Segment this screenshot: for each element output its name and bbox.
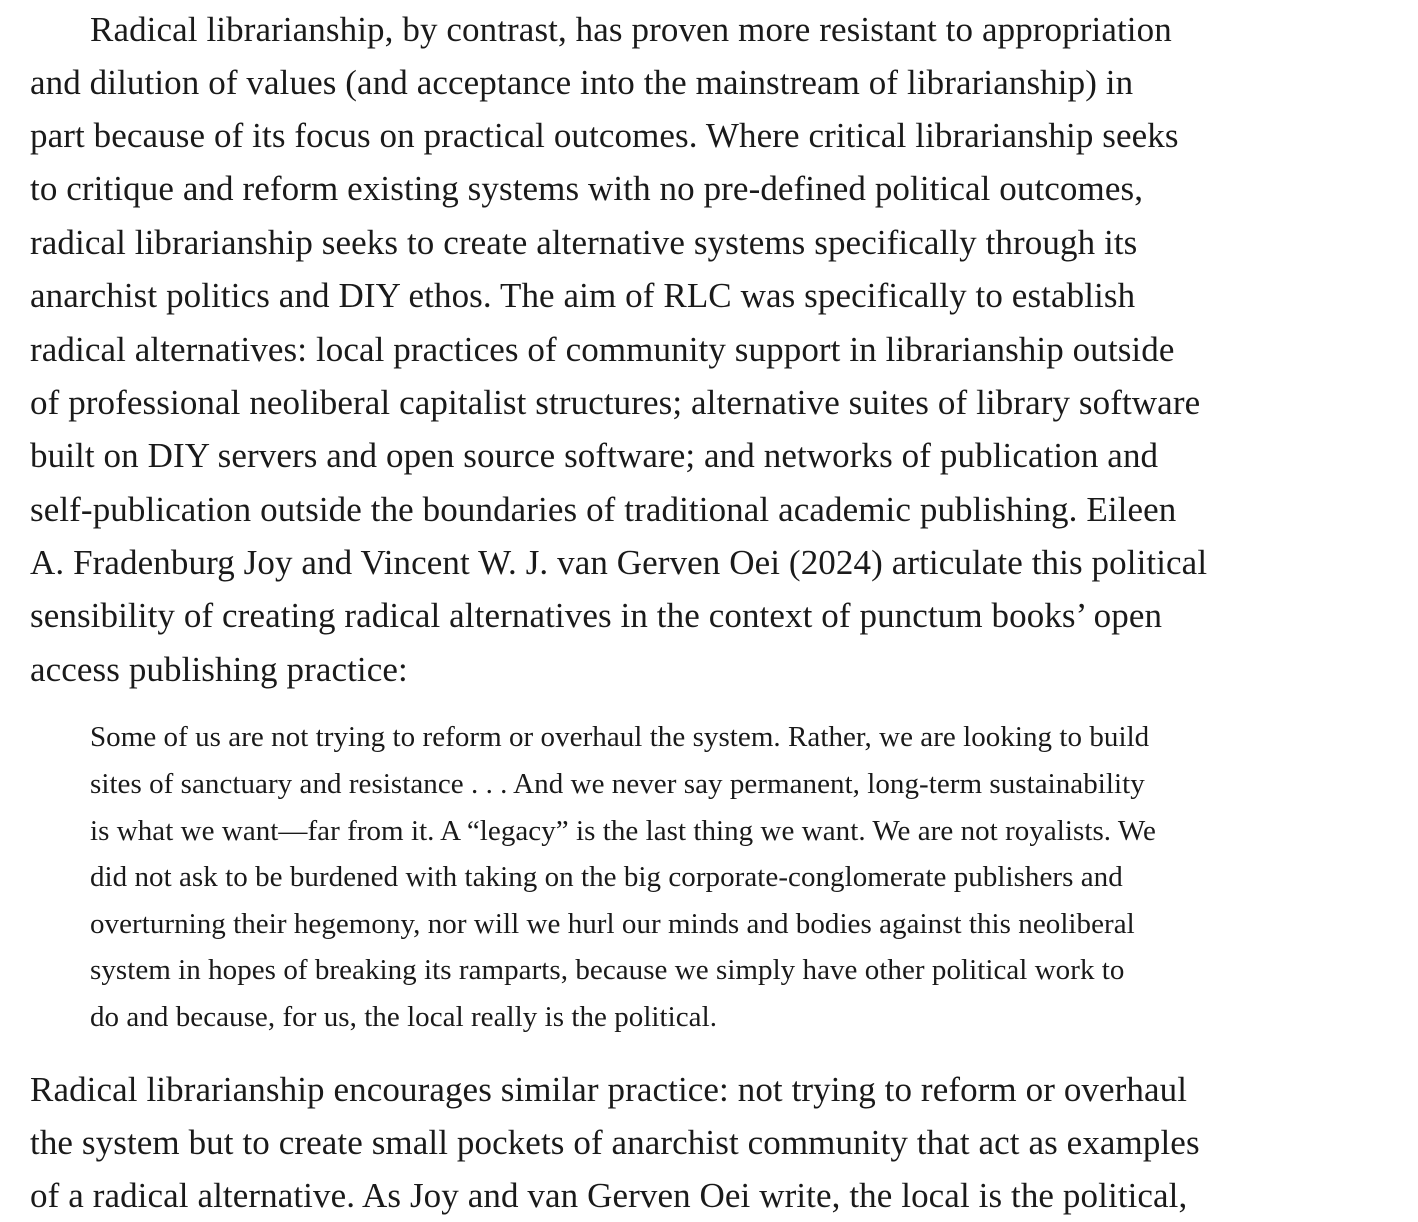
- paragraph-line: self-publication outside the boundaries of traditional academic publishing. Eileen: [30, 490, 1177, 529]
- quote-line: Some of us are not trying to reform or overhaul the system. Rather, we are looking to build: [90, 721, 1150, 753]
- paragraph-line: of professional neoliberal capitalist structures; alternative suites of library software: [30, 383, 1201, 422]
- paragraph-line: radical librarianship seeks to create alternative systems specifically through its: [30, 223, 1138, 262]
- quote-line: sites of sanctuary and resistance . . . And we never say permanent, long-term sustainability: [90, 768, 1145, 800]
- quote-line: do and because, for us, the local really is the political.: [90, 1001, 717, 1033]
- paragraph-line: Radical librarianship, by contrast, has proven more resistant to appropriation: [90, 10, 1172, 49]
- paragraph-line: access publishing practice:: [30, 650, 408, 689]
- paragraph-line: radical alternatives: local practices of community support in librarianship outside: [30, 330, 1175, 369]
- paragraph-line: sensibility of creating radical alternatives in the context of punctum books’ open: [30, 596, 1163, 635]
- paragraph-line: of a radical alternative. As Joy and van Gerven Oei write, the local is the political,: [30, 1176, 1188, 1215]
- paragraph-line: built on DIY servers and open source software; and networks of publication and: [30, 436, 1159, 475]
- paragraph-line: anarchist politics and DIY ethos. The aim of RLC was specifically to establish: [30, 276, 1136, 315]
- paragraph-line: the system but to create small pockets of anarchist community that act as examples: [30, 1123, 1200, 1162]
- paragraph-line: part because of its focus on practical outcomes. Where critical librarianship seeks: [30, 116, 1179, 155]
- quote-line: did not ask to be burdened with taking on the big corporate-conglomerate publishers and: [90, 861, 1123, 893]
- paragraph-line: and dilution of values (and acceptance into the mainstream of librarianship) in: [30, 63, 1134, 102]
- paragraph-line: to critique and reform existing systems with no pre-defined political outcomes,: [30, 169, 1144, 208]
- paragraph-line: Radical librarianship encourages similar practice: not trying to reform or overhaul: [30, 1070, 1188, 1109]
- quote-line: system in hopes of breaking its ramparts, because we simply have other political work to: [90, 954, 1125, 986]
- quote-line: overturning their hegemony, nor will we hurl our minds and bodies against this neoliberal: [90, 908, 1135, 940]
- paragraph-line: A. Fradenburg Joy and Vincent W. J. van Gerven Oei (2024) articulate this political: [30, 543, 1208, 582]
- quote-line: is what we want—far from it. A “legacy” is the last thing we want. We are not royalists. We: [90, 815, 1156, 847]
